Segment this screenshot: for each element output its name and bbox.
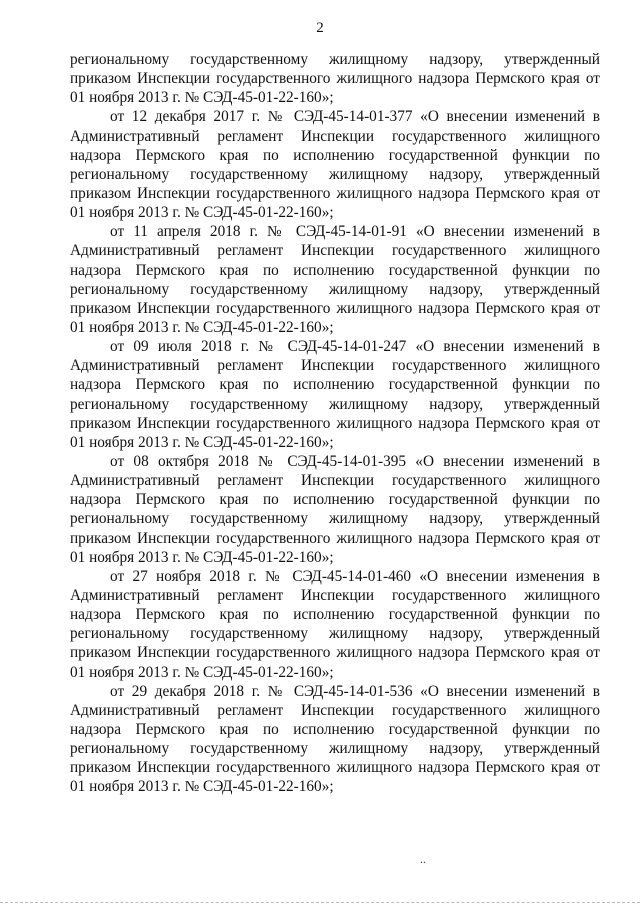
text-line: 01 ноября 2013 г. № СЭД-45-01-22-160»; bbox=[70, 204, 334, 222]
document-body bbox=[70, 50, 600, 796]
text-line: 01 ноября 2013 г. № СЭД-45-01-22-160»; bbox=[70, 663, 334, 681]
text-line: приказом Инспекции государственного жилищного надзора Пермского края от bbox=[70, 644, 600, 662]
text-line: Административный регламент Инспекции государственного жилищного bbox=[70, 586, 600, 604]
text-line: приказом Инспекции государственного жилищного надзора Пермского края от bbox=[70, 70, 600, 88]
text-line: приказом Инспекции государственного жилищного надзора Пермского края от bbox=[70, 299, 600, 317]
text-line: надзора Пермского края по исполнению государственной функции по bbox=[70, 261, 600, 279]
text-line: региональному государственному жилищному надзору, утвержденный bbox=[70, 510, 600, 528]
text-line: приказом Инспекции государственного жилищного надзора Пермского края от bbox=[70, 414, 600, 432]
text-line: региональному государственному жилищному надзору, утвержденный bbox=[70, 395, 600, 413]
text-line: приказом Инспекции государственного жилищного надзора Пермского края от bbox=[70, 759, 600, 777]
text-line: региональному государственному жилищному надзору, утвержденный bbox=[70, 740, 600, 758]
text-line: надзора Пермского края по исполнению государственной функции по bbox=[70, 146, 600, 164]
text-line: Административный регламент Инспекции государственного жилищного bbox=[70, 242, 600, 260]
text-line: региональному государственному жилищному надзору, утвержденный bbox=[70, 625, 600, 643]
text-line: Административный регламент Инспекции государственного жилищного bbox=[70, 357, 600, 375]
scan-mark: .. bbox=[420, 852, 426, 866]
text-line: Административный регламент Инспекции государственного жилищного bbox=[70, 472, 600, 490]
text-line: приказом Инспекции государственного жилищного надзора Пермского края от bbox=[70, 184, 600, 202]
text-line: надзора Пермского края по исполнению государственной функции по bbox=[70, 606, 600, 624]
text-line: 01 ноября 2013 г. № СЭД-45-01-22-160»; bbox=[70, 778, 334, 796]
page-number: 2 bbox=[316, 20, 324, 36]
text-line: региональному государственному жилищному надзору, утвержденный bbox=[70, 51, 600, 68]
text-line: от 08 октября 2018 № СЭД-45-14-01-395 «О внесении изменений в bbox=[110, 452, 600, 470]
text-line: от 29 декабря 2018 г. № СЭД-45-14-01-536 «О внесении изменений в bbox=[110, 682, 600, 700]
page-bottom-edge bbox=[0, 902, 640, 903]
text-line: 01 ноября 2013 г. № СЭД-45-01-22-160»; bbox=[70, 89, 334, 107]
text-line: от 27 ноября 2018 г. № СЭД-45-14-01-460 «О внесении изменения в bbox=[110, 567, 600, 585]
text-line: от 12 декабря 2017 г. № СЭД-45-14-01-377 «О внесении изменений в bbox=[110, 108, 600, 126]
text-line: Административный регламент Инспекции государственного жилищного bbox=[70, 127, 600, 145]
text-line: Административный регламент Инспекции государственного жилищного bbox=[70, 701, 600, 719]
text-line: надзора Пермского края по исполнению государственной функции по bbox=[70, 491, 600, 509]
text-line: приказом Инспекции государственного жилищного надзора Пермского края от bbox=[70, 529, 600, 547]
text-line: надзора Пермского края по исполнению государственной функции по bbox=[70, 376, 600, 394]
text-line: региональному государственному жилищному надзору, утвержденный bbox=[70, 165, 600, 183]
text-line: 01 ноября 2013 г. № СЭД-45-01-22-160»; bbox=[70, 318, 334, 336]
text-line: региональному государственному жилищному надзору, утвержденный bbox=[70, 280, 600, 298]
text-line: от 11 апреля 2018 г. № СЭД-45-14-01-91 «О внесении изменений в bbox=[110, 223, 600, 241]
text-line: от 09 июля 2018 г. № СЭД-45-14-01-247 «О внесении изменений в bbox=[110, 338, 600, 356]
text-line: 01 ноября 2013 г. № СЭД-45-01-22-160»; bbox=[70, 433, 334, 451]
text-line: 01 ноября 2013 г. № СЭД-45-01-22-160»; bbox=[70, 548, 334, 566]
text-line: надзора Пермского края по исполнению государственной функции по bbox=[70, 720, 600, 738]
